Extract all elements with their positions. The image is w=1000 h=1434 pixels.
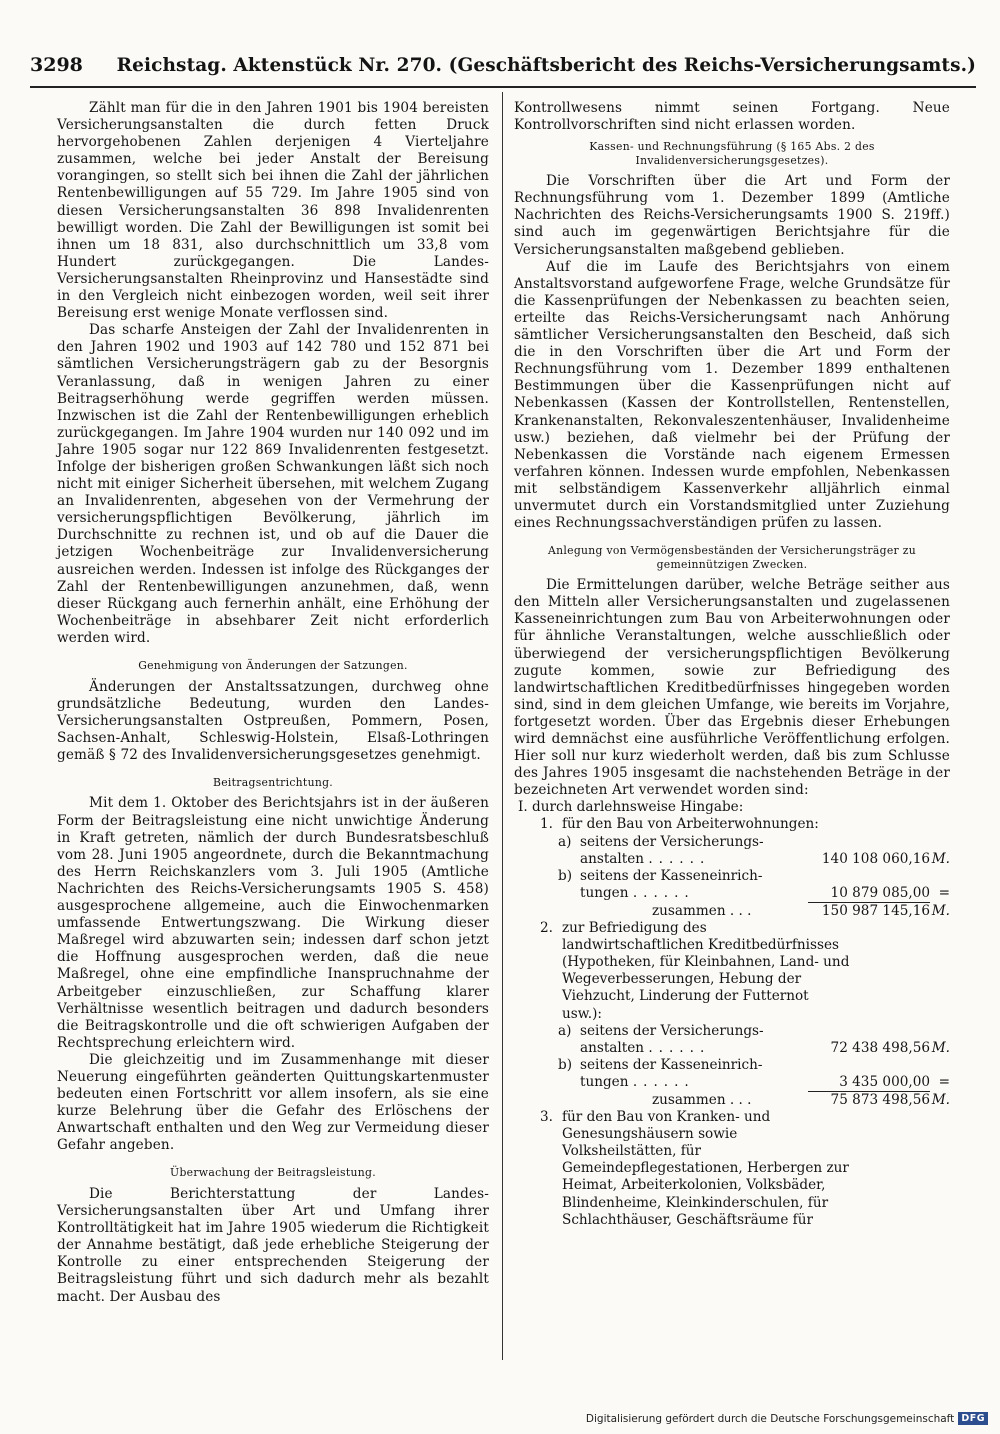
list-item [514,816,950,833]
paragraph: Die gleichzeitig und im Zusammenhange mit dieser Neuerung eingeführten geänderten Quittungskartenmuster bedeuten einen Fortschritt vor allem insofern, als sie eine kurze Belehrung über die Gefahr des Erlöschens der Anwartschaft enthalten und den Weg zur Vermeidung dieser Gefahr angeben. [57,1051,489,1154]
amount-label: tungen [580,884,629,901]
amount-value: 3 435 000,00 [808,1074,930,1092]
sum-unit: M. [931,902,950,919]
sub-item [514,834,950,851]
sub-item-text: seitens der Kasseneinrich- [580,1056,763,1073]
sub-item-label: b) [558,867,573,884]
sub-item-label: a) [558,1022,572,1039]
sub-item [514,1057,950,1074]
digitization-footer [586,1412,988,1425]
leader-dots: ...... [648,850,711,867]
sum-row: zusammen . . . 150 987 145,16 M. [652,902,950,919]
amount-row [514,1074,950,1092]
page-number: 3298 [30,54,83,76]
list-item [514,920,950,1023]
item-label: 3. [540,1109,553,1126]
paragraph: Kontrollwesens nimmt seinen Fortgang. Neue Kontrollvorschriften sind nicht erlassen worden. [514,100,950,134]
section-heading: Überwachung der Beitragsleistung. [170,1166,376,1180]
running-title: Reichstag. Aktenstück Nr. 270. (Geschäftsbericht des Reichs-Versicherungsamts.) [116,55,976,76]
section-heading: Kassen- und Rechnungsführung (§ 165 Abs. 2 des Invalidenversicherungsgesetzes). [589,140,875,167]
paragraph: Die Ermittelungen darüber, welche Beträge seither aus den Mitteln aller Versicherungsanstalten und zugelassenen Kasseneinrichtungen zum Bau von Arbeiterwohnungen oder für ähnliche Veranstaltungen, welche ausschließlich oder überwiegend der versicherungspflichtigen Bevölkerung zugute kommen, sowie zur Befriedigung des landwirtschaftlichen Kreditbedürfnisses hingegeben worden sind, sind in dem gleichen Umfange, wie bereits im Vorjahre, fortgesetzt worden. Über das Ergebnis dieser Erhebungen wird demnächst eine ausführliche Veröffentlichung erfolgen. Hier soll nur kurz wiederholt werden, daß bis zum Schlusse des Jahres 1905 insgesamt die nachstehenden Beträge in der bezeichneten Art verwendet worden sind: [514,577,950,799]
section-heading: Genehmigung von Änderungen der Satzungen. [138,659,408,672]
leader-dots: ...... [632,1073,695,1090]
item-label: 2. [540,920,553,937]
amount-value: 72 438 498,56 [830,1039,930,1056]
sub-item [514,868,950,885]
amount-unit: = [938,1073,950,1090]
leader-dots: ...... [648,1039,711,1056]
sub-item-text: seitens der Versicherungs- [580,833,764,850]
list-intro: I. durch darlehnsweise Hingabe: [518,799,744,816]
paragraph: Mit dem 1. Oktober des Berichtsjahrs ist in der äußeren Form der Beitragsleistung eine nicht unwichtige Änderung in Kraft getreten, nämlich der durch Bundesratsbeschluß vom 28. Juni 1905 angeordnete, durch die Bekanntmachung des Herrn Reichskanzlers vom 3. Juli 1905 (Amtliche Nachrichten des Reichs-Versicherungsamts 1905 S. 458) ausgesprochene allgemeine, auch die Einwochenmarken umfassende Entwertungszwang. Die Wirkung dieser Maßregel wird abzuwarten sein; indessen darf schon jetzt die Hoffnung ausgesprochen werden, daß die neue Maßregel, ohne eine empfindliche Inanspruchnahme der Arbeitgeber einzuschließen, zur Schaffung klarer Verhältnisse wesentlich beitragen und dadurch besonders die Beitragskontrolle und die oft schwierigen Aufgaben der Rechtsprechung erleichtern wird. [57,795,489,1051]
paragraph: Die Berichterstattung der Landes-Versicherungsanstalten über Art und Umfang ihrer Kontrolltätigkeit hat im Jahre 1905 wiederum die Richtigkeit der Annahme bestätigt, daß jede erhebliche Steigerung der Kontrolle zu einer entsprechenden Steigerung der Beitragsleistung führt und sich dadurch mehr als bezahlt macht. Der Ausbau des [57,1185,489,1305]
paragraph: Auf die im Laufe des Berichtsjahrs von einem Anstaltsvorstand aufgeworfene Frage, welche Grundsätze für die Kassenprüfungen der Nebenkassen zu beachten seien, erteilte das Reichs-Versicherungsamt nach Anhörung sämtlicher Versicherungsanstalten den Bescheid, daß sich die in den Vorschriften über die Art und Form der Rechnungsführung vom 1. Dezember 1899 enthaltenen Bestimmungen über die Kassenprüfungen nicht auf Nebenkassen (Kassen der Kontrollstellen, Rentenstellen, Krankenanstalten, Rekonvaleszentenhäuser, Invalidenheime usw.) beziehen, daß vielmehr bei der Prüfung der Nebenkassen die Vorstände nach eigenem Ermessen verfahren können. Indessen wurde empfohlen, Nebenkassen mit selbständigem Kassenverkehr alljährlich einmal unvermutet durch ein Vorstandsmitglied unter Zuziehung eines Rechnungssachverständigen prüfen zu lassen. [514,258,950,532]
header-rule [30,86,976,88]
footer-text: Digitalisierung gefördert durch die Deutsche Forschungsgemeinschaft [585,1412,955,1425]
sum-label: zusammen [652,902,726,919]
paragraph: Änderungen der Anstaltssatzungen, durchweg ohne grundsätzliche Bedeutung, wurden den Landes-Versicherungsanstalten Ostpreußen, Pommern, Posen, Sachsen-Anhalt, Schleswig-Holstein, Elsaß-Lothringen gemäß § 72 des Invalidenversicherungsgesetzes genehmigt. [57,678,489,763]
sum-unit: M. [931,1091,950,1108]
sub-item-label: b) [558,1056,573,1073]
page-header [30,54,976,84]
amount-value: 140 108 060,16 [821,850,930,867]
column-divider [502,92,503,1360]
sub-item [514,1023,950,1040]
amount-unit: M. [931,850,950,867]
item-text: zur Befriedigung des landwirtschaftlichen Kreditbedürfnisses (Hypotheken, für Kleinbahnen, Land- und Wegeverbesserungen, Hebung der Viehzucht, Linderung der Futternot usw.): [562,920,850,1022]
item-text: für den Bau von Arbeiterwohnungen: [562,816,819,833]
amount-label: anstalten [580,1039,645,1056]
item-text: für den Bau von Kranken- und Genesungshäusern sowie Volksheilstätten, für Gemeindepflegestationen, Herbergen zur Heimat, Arbeiterkolonien, Volksbäder, Blindenheime, Kleinkinderschulen, für Schlachthäuser, Geschäftsräume für [562,1109,849,1228]
amount-label: anstalten [580,850,645,867]
paragraph: Die Vorschriften über die Art und Form der Rechnungsführung vom 1. Dezember 1899 (Amtliche Nachrichten des Reichs-Versicherungsamts 1900 S. 219ff.) sind auch im gegenwärtigen Berichtsjahre für die Versicherungsanstalten maßgebend geblieben. [514,173,950,258]
section-heading: Beitragsentrichtung. [212,775,334,789]
sub-item-label: a) [558,833,572,850]
paragraph: Das scharfe Ansteigen der Zahl der Invalidenrenten in den Jahren 1902 und 1903 auf 142 780 und 152 871 bei sämtlichen Versicherungsträgern gab zu der Besorgnis Veranlassung, daß in wenigen Jahren zu einer Beitragserhöhung werde gegriffen werden müssen. Inzwischen ist die Zahl der Rentenbewilligungen erheblich zurückgegangen. Im Jahre 1904 wurden nur 140 092 und im Jahre 1905 sogar nur 122 869 Invalidenrenten festgesetzt. Infolge der bisherigen großen Schwankungen läßt sich noch nicht mit einiger Sicherheit übersehen, mit welchem Zugang an Invalidenrenten, abgesehen von der Vermehrung der versicherungspflichtigen Bevölkerung, jährlich im Durchschnitte zu rechnen ist, und ob auf die Dauer die jetzigen Wochenbeiträge zur Invalidenversicherung ausreichen werden. Indessen ist infolge des Rückganges der Zahl der Rentenbewilligungen anzunehmen, daß, wenn dieser Rückgang auch fernerhin anhält, eine Erhöhung der Wochenbeiträge in absehbarer Zeit nicht erforderlich werden wird. [57,322,489,646]
sum-label: zusammen [652,1091,726,1108]
sub-item-text: seitens der Versicherungs- [580,1022,764,1039]
amount-unit: = [938,884,950,901]
section-heading: Anlegung von Vermögensbeständen der Versicherungsträger zu gemeinnützigen Zwecken. [548,544,916,571]
amount-value: 10 879 085,00 [808,885,930,903]
amount-row [514,885,950,903]
amount-unit: M. [931,1039,950,1056]
right-column [514,100,950,1229]
sum-value: 75 873 498,56 [830,1091,930,1108]
amount-row [514,851,950,868]
sum-row: zusammen . . . 75 873 498,56 M. [652,1091,950,1108]
sum-value: 150 987 145,16 [821,902,930,919]
dfg-logo: DFG [958,1412,988,1425]
amount-row [514,1040,950,1057]
list-item [514,1109,950,1229]
paragraph: Zählt man für die in den Jahren 1901 bis 1904 bereisten Versicherungsanstalten die durch fetten Druck hervorgehobenen Zahlen derjenigen 4 Vierteljahre zusammen, welche bei jeder Anstalt der Bereisung vorangingen, so stellt sich bei ihnen die Zahl der jährlichen Rentenbewilligungen auf 55 729. Im Jahre 1905 sind von diesen Versicherungsanstalten 36 898 Invalidenrenten bewilligt worden. Die Zahl der Bewilligungen ist somit bei ihnen um 18 831, also durchschnittlich um 33,8 vom Hundert zurückgegangen. Die Landes-Versicherungsanstalten Rheinprovinz und Hansestädte sind in den Vergleich nicht einbezogen worden, weil seit ihrer Bereisung erst wenige Monate verflossen sind. [57,100,489,322]
item-label: 1. [540,816,553,833]
sub-item-text: seitens der Kasseneinrich- [580,867,763,884]
leader-dots: ...... [632,884,695,901]
left-column [57,100,489,1306]
amount-label: tungen [580,1073,629,1090]
